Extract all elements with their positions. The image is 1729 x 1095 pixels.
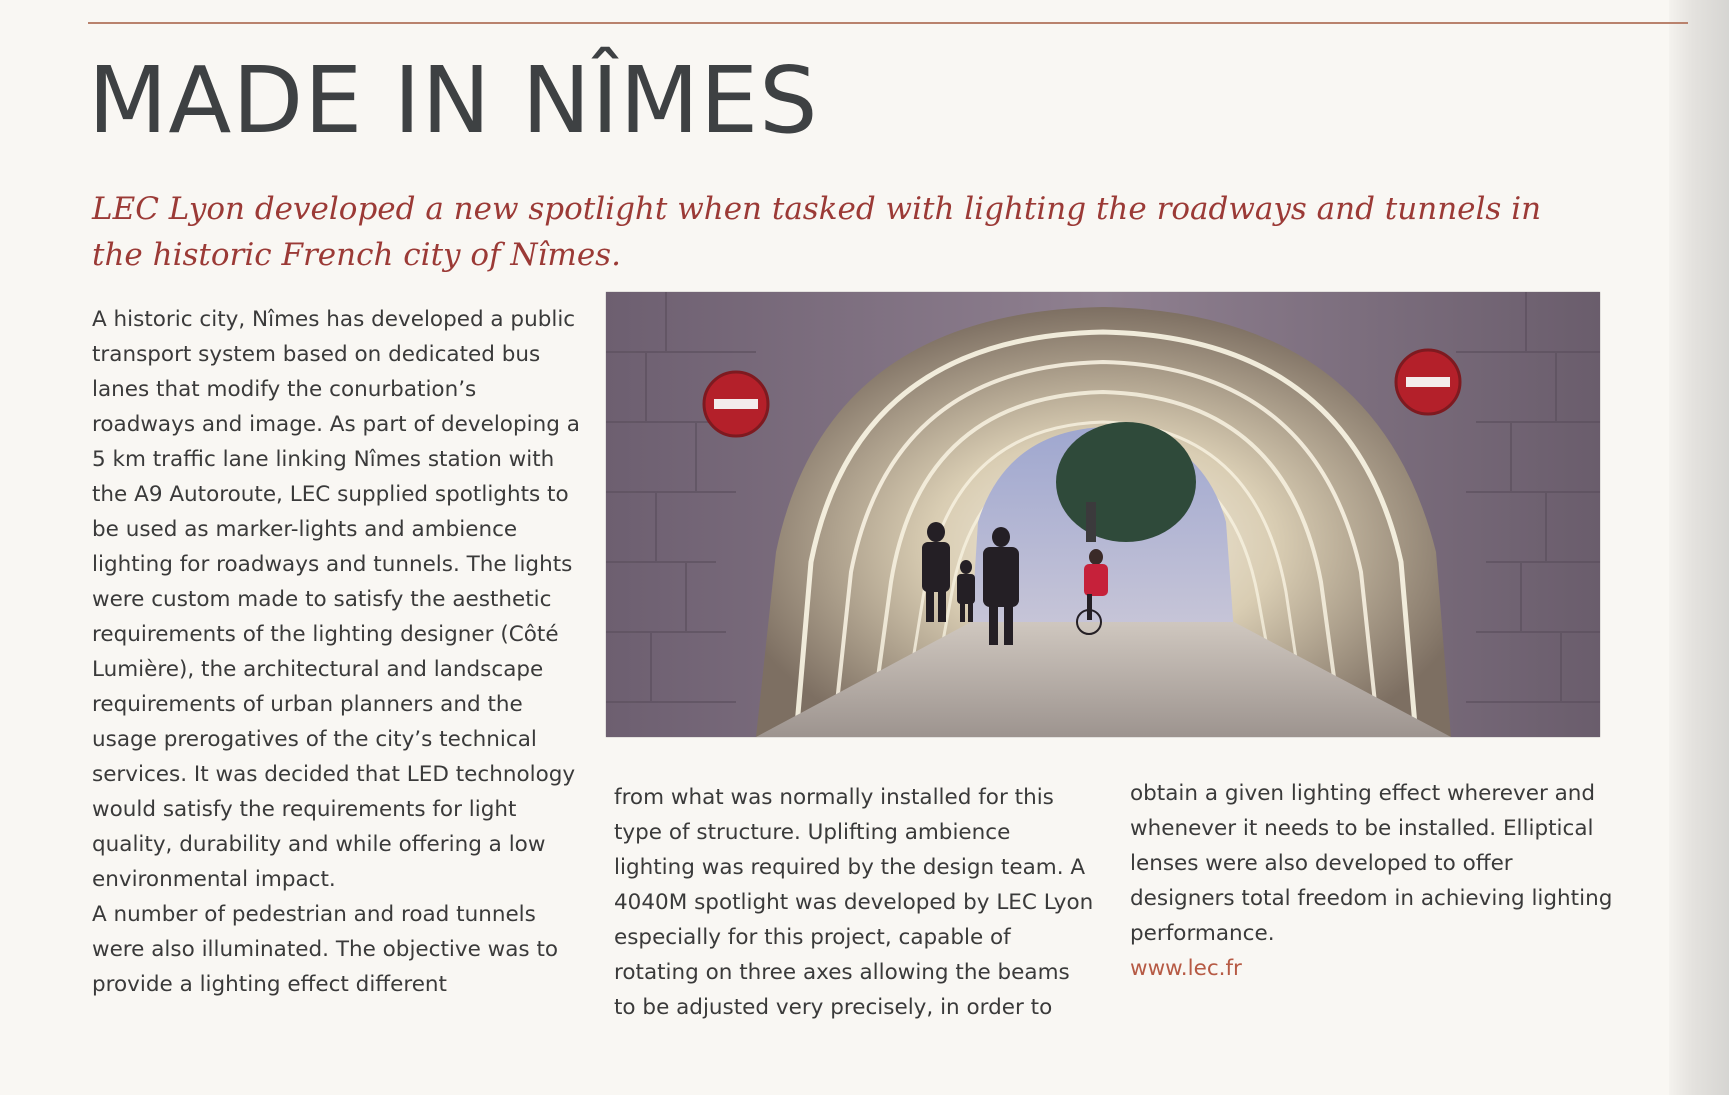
no-entry-sign-icon [704, 372, 768, 436]
body-column-left [92, 302, 582, 1002]
no-entry-sign-icon [1396, 350, 1460, 414]
top-rule [88, 22, 1688, 24]
body-column-middle [614, 780, 1094, 1025]
body-paragraph: from what was normally installed for this type of structure. Uplifting ambience lighting was required by the design team. A 4040M spotlight was developed by LEC Lyon especially for this project, capable of rotating on three axes allowing the beams to be adjusted very precisely, in order to [614, 785, 1094, 1020]
tunnel-photo [606, 292, 1600, 737]
body-paragraph: A historic city, Nîmes has developed a public transport system based on dedicated bus lanes that modify the conurbation’s roadways and image. As part of developing a 5 km traffic lane linking Nîmes station with the A9 Autoroute, LEC supplied spotlights to be used as marker-lights and ambience lighting for roadways and tunnels. The lights were custom made to satisfy the aesthetic requirements of the lighting designer (Côté Lumière), the architectural and landscape requirements of urban planners and the usage prerogatives of the city’s technical services. It was decided that LED technology would satisfy the requirements for light quality, durability and while offering a low environmental impact. [92, 307, 580, 892]
body-column-right [1130, 776, 1620, 986]
tunnel-photo-drawing [606, 292, 1600, 737]
standfirst: LEC Lyon developed a new spotlight when tasked with lighting the roadways and tunnels in the historic French city of Nîmes. [92, 191, 1542, 273]
website-link[interactable]: www.lec.fr [1130, 956, 1242, 981]
page-title: MADE IN NÎMES [88, 47, 819, 154]
body-paragraph: obtain a given lighting effect wherever and whenever it needs to be installed. Elliptical lenses were also developed to offer designers total freedom in achieving lighting performance. [1130, 781, 1613, 946]
body-paragraph: A number of pedestrian and road tunnels were also illuminated. The objective was to provide a lighting effect different [92, 902, 559, 997]
page-gutter-shadow [1669, 0, 1729, 1095]
